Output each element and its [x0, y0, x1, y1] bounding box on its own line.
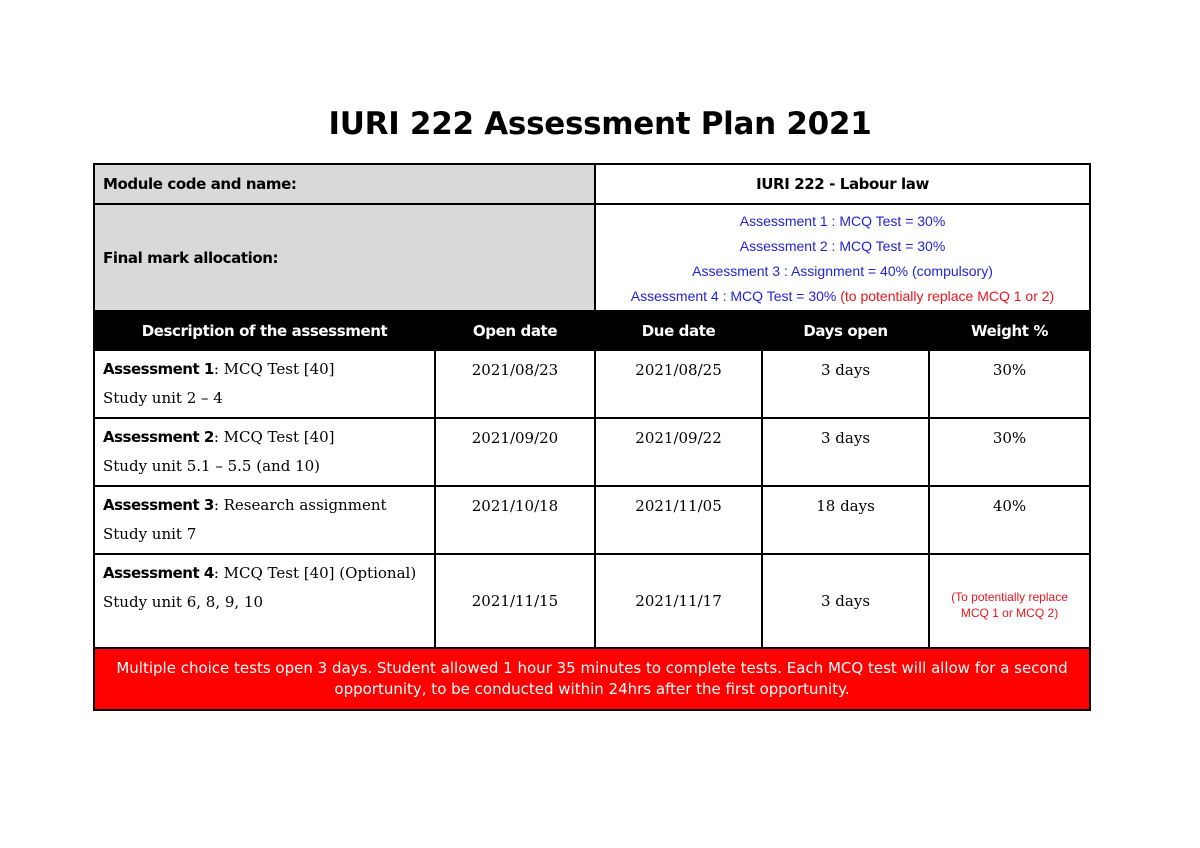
days-open: 3 days [762, 418, 929, 486]
allocation-list [595, 204, 1090, 311]
assessment-type: : MCQ Test [40] [213, 360, 335, 378]
open-date: 2021/09/20 [435, 418, 595, 486]
assessment-type: : MCQ Test [40] (Optional) [213, 564, 417, 582]
page-title: IURI 222 Assessment Plan 2021 [328, 106, 872, 142]
table-row [94, 350, 1090, 418]
table-row [94, 554, 1090, 648]
open-date: 2021/10/18 [435, 486, 595, 554]
due-date: 2021/11/05 [595, 486, 762, 554]
row-description [94, 418, 435, 486]
weight: 30% [929, 418, 1090, 486]
col-header-weight: Weight % [929, 311, 1090, 350]
assessment-type: : Research assignment [213, 496, 387, 514]
module-value: IURI 222 - Labour law [595, 164, 1090, 204]
assessment-name: Assessment 4 [103, 564, 214, 582]
study-units: Study unit 7 [103, 525, 197, 543]
weight [929, 554, 1090, 648]
assessment-name: Assessment 3 [103, 496, 214, 514]
col-header-days-open: Days open [762, 311, 929, 350]
assessment-name: Assessment 2 [103, 428, 214, 446]
col-header-open-date: Open date [435, 311, 595, 350]
due-date: 2021/08/25 [595, 350, 762, 418]
assessment-name: Assessment 1 [103, 360, 214, 378]
footer-note: Multiple choice tests open 3 days. Student allowed 1 hour 35 minutes to complete tests. Each MCQ test will allow for a second opportunity, to be conducted within 24hrs after the first opportunity. [94, 648, 1090, 710]
allocation-line-4-note: (to potentially replace MCQ 1 or 2) [840, 287, 1055, 304]
allocation-line-3: Assessment 3 : Assignment = 40% (compulsory) [692, 262, 993, 279]
module-row [94, 164, 1090, 204]
table-row [94, 486, 1090, 554]
allocation-label: Final mark allocation: [94, 204, 595, 311]
weight: 30% [929, 350, 1090, 418]
footer-row [94, 648, 1090, 710]
assessment-type: : MCQ Test [40] [213, 428, 335, 446]
weight-note-line-2: MCQ 1 or MCQ 2) [960, 606, 1059, 620]
table-row [94, 418, 1090, 486]
allocation-row [94, 204, 1090, 311]
days-open: 18 days [762, 486, 929, 554]
assessment-plan-table [93, 163, 1091, 711]
row-description [94, 350, 435, 418]
module-label: Module code and name: [94, 164, 595, 204]
weight: 40% [929, 486, 1090, 554]
days-open: 3 days [762, 350, 929, 418]
allocation-line-4-text: Assessment 4 : MCQ Test = 30% [630, 287, 837, 304]
due-date: 2021/09/22 [595, 418, 762, 486]
study-units: Study unit 6, 8, 9, 10 [103, 593, 264, 611]
row-description [94, 486, 435, 554]
days-open: 3 days [762, 554, 929, 648]
open-date: 2021/08/23 [435, 350, 595, 418]
allocation-line-1: Assessment 1 : MCQ Test = 30% [739, 212, 946, 229]
study-units: Study unit 2 – 4 [103, 389, 223, 407]
weight-note-line-1: (To potentially replace [951, 590, 1068, 604]
col-header-description: Description of the assessment [94, 311, 435, 350]
col-header-due-date: Due date [595, 311, 762, 350]
open-date: 2021/11/15 [435, 554, 595, 648]
allocation-line-4 [596, 284, 1089, 309]
allocation-line-2: Assessment 2 : MCQ Test = 30% [739, 237, 946, 254]
study-units: Study unit 5.1 – 5.5 (and 10) [103, 457, 321, 475]
due-date: 2021/11/17 [595, 554, 762, 648]
column-header-row [94, 311, 1090, 350]
row-description [94, 554, 435, 648]
